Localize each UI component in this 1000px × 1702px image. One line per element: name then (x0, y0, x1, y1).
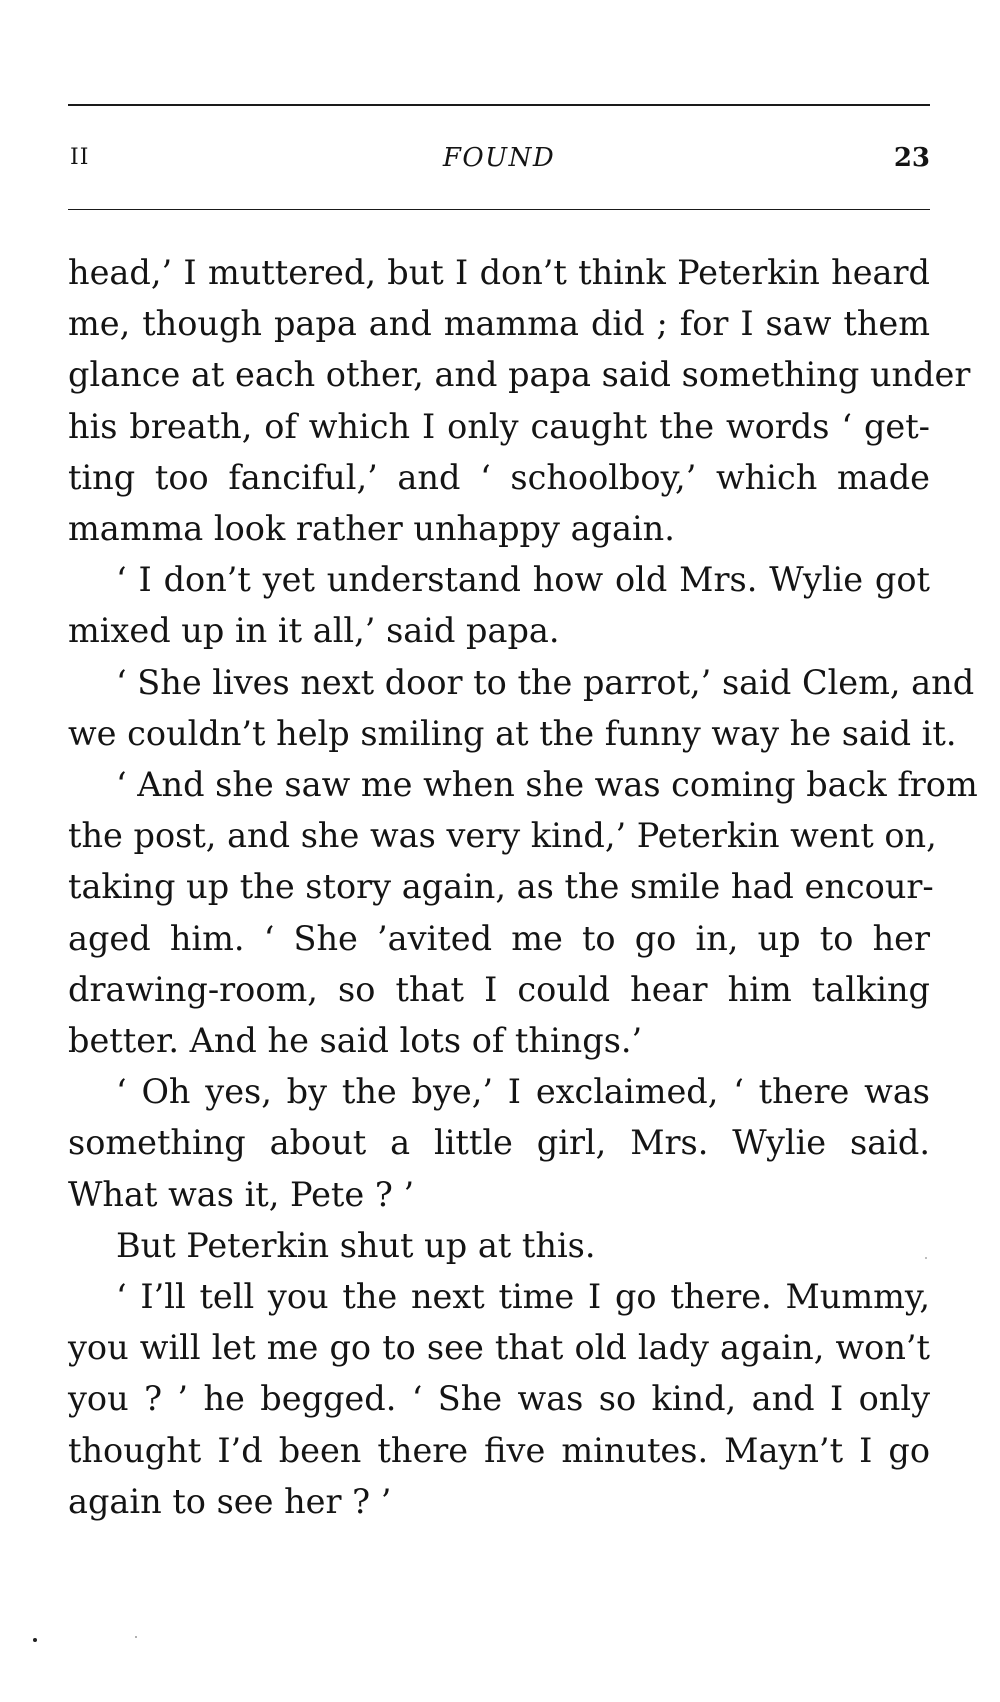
text-line: ‘ I’ll tell you the next time I go there. Mummy, (116, 1277, 930, 1317)
text-line: aged him. ‘ She ’avited me to go in, up to her (68, 918, 930, 958)
chapter-title: FOUND (442, 143, 556, 173)
text-line: What was it, Pete ? ’ (68, 1174, 415, 1214)
paragraph (68, 1220, 930, 1271)
text-line: drawing-room, so that I could hear him talking (68, 969, 930, 1009)
text-line: ting too fanciful,’ and ‘ schoolboy,’ which made (68, 457, 930, 497)
text-line: ‘ I don’t yet understand how old Mrs. Wylie got (116, 560, 930, 600)
text-line: ‘ Oh yes, by the bye,’ I exclaimed, ‘ there was (116, 1072, 930, 1112)
body-text (68, 247, 978, 1527)
paragraph (68, 657, 975, 759)
text-line: head,’ I muttered, but I don’t think Peterkin heard (68, 253, 930, 292)
paper-speck (925, 1257, 927, 1259)
text-line: something about a little girl, Mrs. Wylie said. (68, 1123, 930, 1163)
text-line: mamma look rather unhappy again. (68, 509, 675, 549)
text-line: taking up the story again, as the smile had encour- (68, 867, 934, 907)
running-head (68, 138, 930, 178)
paragraph (68, 247, 971, 554)
text-line: you ? ’ he begged. ‘ She was so kind, and I only (68, 1379, 930, 1419)
text-line: mixed up in it all,’ said papa. (68, 611, 560, 651)
paragraph (68, 554, 930, 656)
page-number: 23 (893, 143, 930, 173)
header-top-rule (68, 104, 930, 106)
text-line: ‘ She lives next door to the parrot,’ said Clem, and (116, 662, 975, 702)
text-line: ‘ And she saw me when she was coming back from (116, 765, 978, 805)
chapter-number: II (70, 145, 90, 170)
text-line: his breath, of which I only caught the words ‘ get- (68, 406, 930, 446)
paragraph (68, 1066, 930, 1220)
text-line: me, though papa and mamma did ; for I saw them (68, 304, 930, 344)
text-line: we couldn’t help smiling at the funny way he said it. (68, 713, 957, 753)
header-bottom-rule (68, 209, 930, 210)
text-line: you will let me go to see that old lady again, won’t (68, 1328, 930, 1368)
paper-speck (135, 1636, 137, 1638)
text-line: But Peterkin shut up at this. (116, 1225, 596, 1265)
paragraph (68, 1271, 930, 1527)
text-line: the post, and she was very kind,’ Peterkin went on, (68, 816, 937, 856)
paper-speck (33, 1638, 37, 1642)
text-line: again to see her ? ’ (68, 1481, 392, 1521)
text-line: better. And he said lots of things.’ (68, 1021, 643, 1061)
text-line: thought I’d been there five minutes. Mayn’t I go (68, 1430, 930, 1470)
paragraph (68, 759, 978, 1066)
text-line: glance at each other, and papa said something under (68, 355, 971, 395)
